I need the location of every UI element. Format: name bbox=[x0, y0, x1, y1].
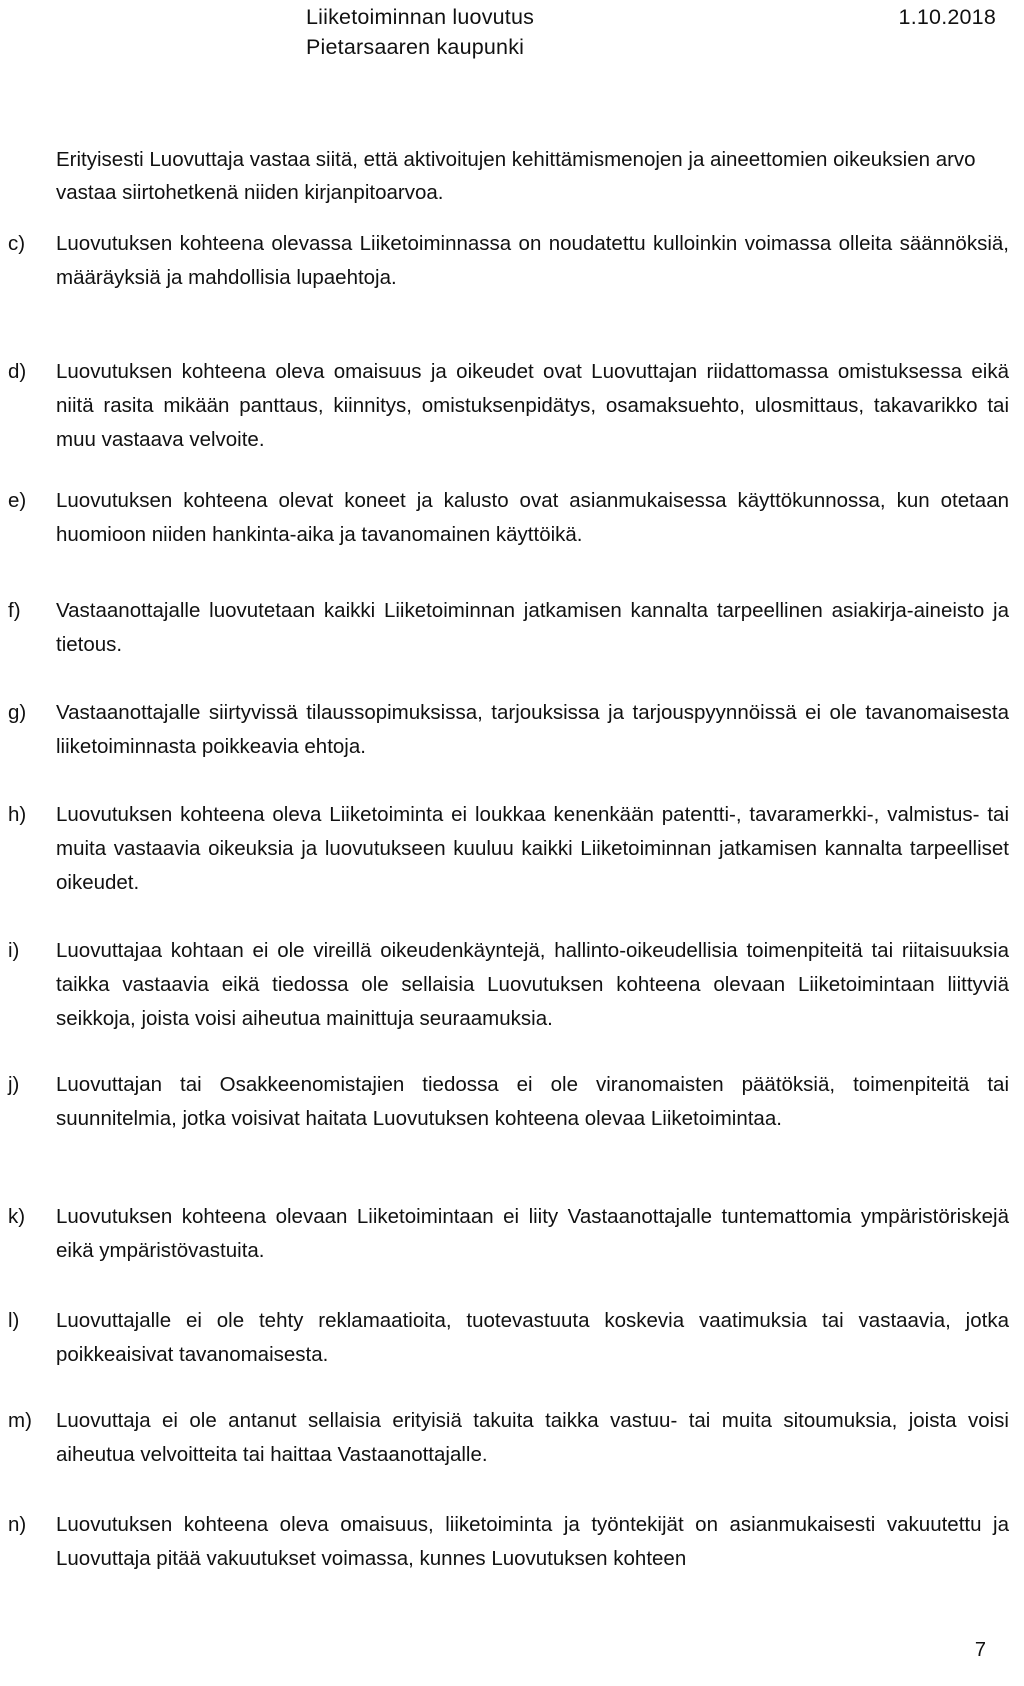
document-title: Liiketoiminnan luovutus bbox=[306, 5, 535, 29]
clause-text: Luovuttajaa kohtaan ei ole vireillä oikeudenkäyntejä, hallinto-oikeudellisia toimenpiteitä tai riitaisuuksia taikka vastaavia eikä tiedossa ole sellaisia Luovutuksen kohteena olevaan Liiketoimintaan liittyviä seikkoja, joista voisi aiheutua mainittuja seuraamuksia. bbox=[56, 939, 1009, 1030]
clause-text: Luovutuksen kohteena olevaan Liiketoimintaan ei liity Vastaanottajalle tuntemattomia ympäristöriskejä eikä ympäristövastuita. bbox=[56, 1205, 1009, 1262]
header-title-line bbox=[306, 2, 996, 32]
clause-text: Vastaanottajalle luovutetaan kaikki Liiketoiminnan jatkamisen kannalta tarpeellinen asiakirja-aineisto ja tietous. bbox=[56, 599, 1009, 656]
clause-letter: d) bbox=[8, 360, 27, 383]
clause-letter: c) bbox=[8, 232, 26, 255]
clause-letter: m) bbox=[8, 1409, 32, 1432]
clause-text: Luovutuksen kohteena oleva omaisuus, liiketoiminta ja työntekijät on asianmukaisesti vakuutettu ja Luovuttaja pitää vakuutukset voimassa, kunnes Luovutuksen kohteen bbox=[56, 1513, 1009, 1570]
clause-letter: e) bbox=[8, 489, 27, 512]
clause-letter: h) bbox=[8, 803, 27, 826]
clause-text: Luovutuksen kohteena olevassa Liiketoiminnassa on noudatettu kulloinkin voimassa olleita säännöksiä, määräyksiä ja mahdollisia lupaehtoja. bbox=[56, 232, 1009, 289]
clause-text: Luovuttajalle ei ole tehty reklamaatioita, tuotevastuuta koskevia vaatimuksia tai vastaavia, jotka poikkeaisivat tavanomaisesta. bbox=[56, 1309, 1009, 1366]
clause-text: Luovuttaja ei ole antanut sellaisia erityisiä takuita taikka vastuu- tai muita sitoumuksia, joista voisi aiheutua velvoitteita tai haittaa Vastaanottajalle. bbox=[56, 1409, 1009, 1466]
clause-item-n bbox=[8, 1508, 1013, 1576]
clause-text: Luovutuksen kohteena olevat koneet ja kalusto ovat asianmukaisessa käyttökunnossa, kun otetaan huomioon niiden hankinta-aika ja tavanomainen käyttöikä. bbox=[56, 489, 1009, 546]
clause-item-c bbox=[8, 227, 1013, 295]
page-number: 7 bbox=[974, 1639, 986, 1661]
clause-letter: k) bbox=[8, 1205, 26, 1228]
clause-item-h bbox=[8, 798, 1013, 900]
clause-item-d bbox=[8, 355, 1013, 457]
clause-letter: j) bbox=[8, 1073, 20, 1096]
clause-text: Luovuttajan tai Osakkeenomistajien tiedossa ei ole viranomaisten päätöksiä, toimenpiteitä tai suunnitelmia, jotka voisivat haitata Luovutuksen kohteena olevaa Liiketoimintaa. bbox=[56, 1073, 1009, 1130]
clause-item-g bbox=[8, 696, 1013, 764]
clause-item-i bbox=[8, 934, 1013, 1036]
header-subtitle-line bbox=[306, 32, 996, 62]
clause-letter: l) bbox=[8, 1309, 20, 1332]
document-date: 1.10.2018 bbox=[898, 5, 996, 29]
clause-item-f bbox=[8, 594, 1013, 662]
clause-item-j bbox=[8, 1068, 1013, 1136]
document-subtitle: Pietarsaaren kaupunki bbox=[306, 35, 525, 59]
clause-item-m bbox=[8, 1404, 1013, 1472]
clause-item-k bbox=[8, 1200, 1013, 1268]
clause-text: Luovutuksen kohteena oleva Liiketoiminta ei loukkaa kenenkään patentti-, tavaramerkki-, valmistus- tai muita vastaavia oikeuksia ja luovutukseen kuuluu kaikki Liiketoiminnan jatkamisen kannalta tarpeelliset oikeudet. bbox=[56, 803, 1009, 894]
clause-letter: f) bbox=[8, 599, 21, 622]
intro-paragraph: Erityisesti Luovuttaja vastaa siitä, että aktivoitujen kehittämismenojen ja aineettomien oikeuksien arvo vastaa siirtohetkenä niiden kirjanpitoarvoa. bbox=[56, 148, 976, 204]
clause-text: Luovutuksen kohteena oleva omaisuus ja oikeudet ovat Luovuttajan riidattomassa omistuksessa eikä niitä rasita mikään panttaus, kiinnitys, omistuksenpidätys, osamaksuehto, ulosmittaus, takavarikko tai muu vastaava velvoite. bbox=[56, 360, 1009, 451]
clause-letter: g) bbox=[8, 701, 27, 724]
clause-letter: i) bbox=[8, 939, 20, 962]
page-header bbox=[306, 2, 996, 62]
clause-item-e bbox=[8, 484, 1013, 552]
clause-letter: n) bbox=[8, 1513, 27, 1536]
clause-item-l bbox=[8, 1304, 1013, 1372]
clause-text: Vastaanottajalle siirtyvissä tilaussopimuksissa, tarjouksissa ja tarjouspyynnöissä ei ole tavanomaisesta liiketoiminnasta poikkeavia ehtoja. bbox=[56, 701, 1009, 758]
